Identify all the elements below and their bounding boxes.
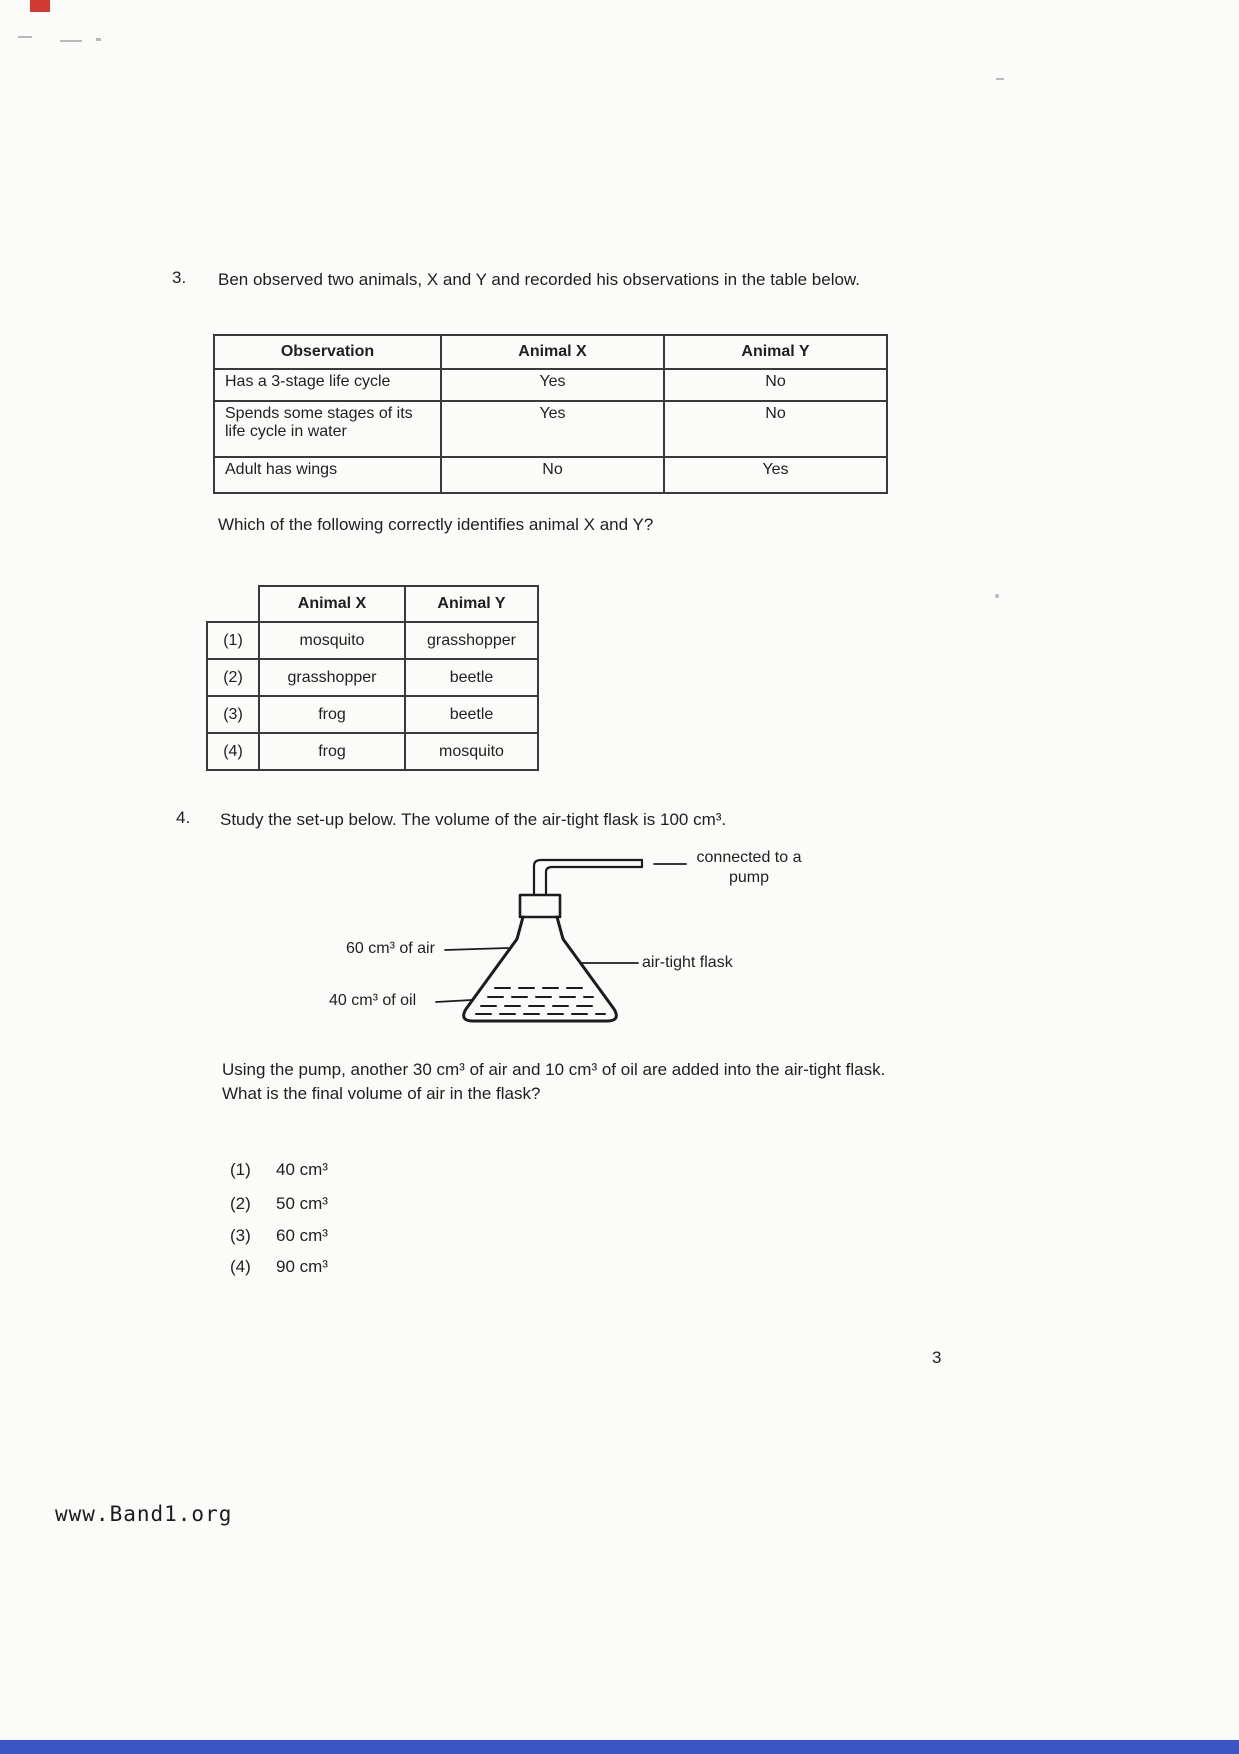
scan-artifact-red-mark <box>30 0 50 12</box>
column-header: Animal X <box>441 335 664 369</box>
q3-observation-table <box>213 334 888 494</box>
animal-y-cell: grasshopper <box>405 622 538 659</box>
animal-x-cell: No <box>441 457 664 493</box>
option-label: (4) <box>230 1257 251 1276</box>
table-header-row <box>214 335 887 369</box>
table-row <box>214 401 887 457</box>
animal-x-cell: grasshopper <box>259 659 405 696</box>
page-number: 3 <box>932 1348 942 1367</box>
column-header: Animal Y <box>664 335 887 369</box>
animal-y-cell: mosquito <box>405 733 538 770</box>
animal-y-cell: beetle <box>405 659 538 696</box>
mc-option <box>230 1160 328 1180</box>
option-label: (1) <box>207 622 259 659</box>
empty-cell <box>207 586 259 622</box>
observation-cell: Spends some stages of its life cycle in water <box>214 401 441 457</box>
option-value: 50 cm³ <box>276 1194 328 1213</box>
q3-number: 3. <box>172 268 187 287</box>
option-label: (2) <box>207 659 259 696</box>
column-header: Animal Y <box>405 586 538 622</box>
option-row <box>207 659 538 696</box>
option-row <box>207 696 538 733</box>
option-label: (4) <box>207 733 259 770</box>
pump-label: connected to a pump <box>696 849 802 886</box>
air-tight-flask-label: air-tight flask <box>642 954 733 971</box>
mc-option <box>230 1257 328 1277</box>
animal-y-cell: No <box>664 369 887 401</box>
observation-cell: Adult has wings <box>214 457 441 493</box>
watermark: www.Band1.org <box>55 1502 233 1526</box>
animal-y-cell: No <box>664 401 887 457</box>
scan-artifact-pencil <box>96 38 101 41</box>
option-label: (3) <box>207 696 259 733</box>
bottom-blue-bar <box>0 1740 1239 1754</box>
mc-option <box>230 1226 328 1246</box>
table-row <box>214 369 887 401</box>
column-header: Observation <box>214 335 441 369</box>
option-label: (1) <box>230 1160 251 1179</box>
air-leader-line <box>445 948 508 950</box>
q4-prompt: Study the set-up below. The volume of the air-tight flask is 100 cm³. <box>220 810 727 829</box>
mc-option <box>230 1194 328 1214</box>
scan-artifact-pencil <box>18 36 32 38</box>
animal-y-cell: beetle <box>405 696 538 733</box>
option-value: 90 cm³ <box>276 1257 328 1276</box>
animal-x-cell: frog <box>259 696 405 733</box>
q4-number: 4. <box>176 808 191 827</box>
q4-question: Using the pump, another 30 cm³ of air and 10 cm³ of oil are added into the air-tight flask. What is the final volume of air in the flask? <box>222 1060 886 1103</box>
table-header-row <box>207 586 538 622</box>
animal-y-cell: Yes <box>664 457 887 493</box>
observation-cell: Has a 3-stage life cycle <box>214 369 441 401</box>
animal-x-cell: mosquito <box>259 622 405 659</box>
option-row <box>207 622 538 659</box>
animal-x-cell: Yes <box>441 401 664 457</box>
oil-leader-line <box>436 1000 472 1002</box>
option-label: (2) <box>230 1194 251 1213</box>
option-value: 60 cm³ <box>276 1226 328 1245</box>
table-row <box>214 457 887 493</box>
scan-artifact-pencil <box>995 594 999 598</box>
oil-volume-label: 40 cm³ of oil <box>329 992 417 1009</box>
q3-prompt: Ben observed two animals, X and Y and recorded his observations in the table below. <box>218 270 860 289</box>
option-value: 40 cm³ <box>276 1160 328 1179</box>
animal-x-cell: Yes <box>441 369 664 401</box>
scan-artifact-pencil <box>996 78 1004 80</box>
q3-question: Which of the following correctly identifies animal X and Y? <box>218 515 654 534</box>
animal-x-cell: frog <box>259 733 405 770</box>
option-label: (3) <box>230 1226 251 1245</box>
column-header: Animal X <box>259 586 405 622</box>
option-row <box>207 733 538 770</box>
air-volume-label: 60 cm³ of air <box>346 940 435 957</box>
scan-artifact-pencil <box>60 40 82 42</box>
q3-answer-table <box>206 585 539 771</box>
